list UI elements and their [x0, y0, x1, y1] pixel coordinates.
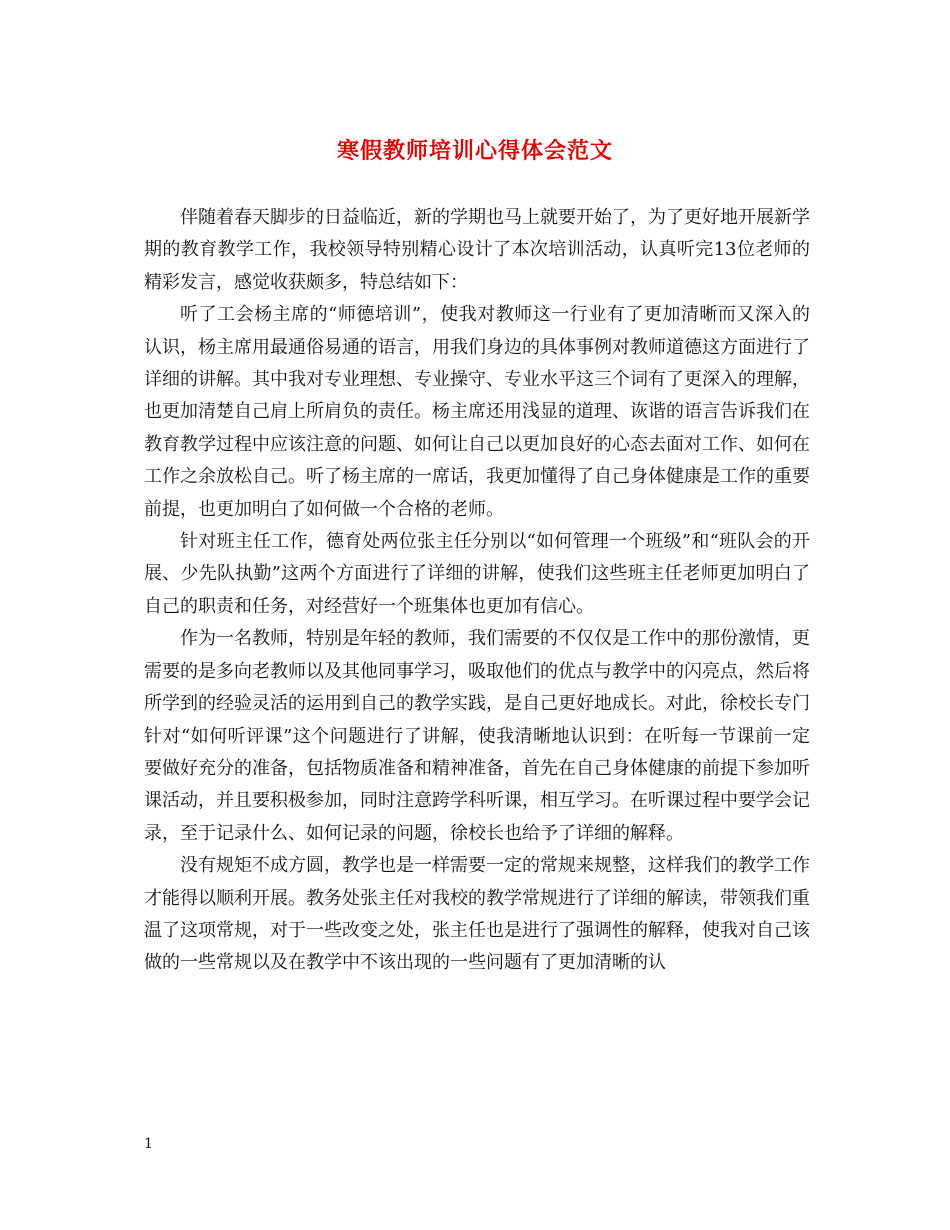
document-title: 寒假教师培训心得体会范文	[336, 138, 613, 164]
document-body	[144, 202, 810, 980]
paragraph: 作为一名教师，特别是年轻的教师，我们需要的不仅仅是工作中的那份激情，更需要的是多向老教师以及其他同事学习，吸取他们的优点与教学中的闪亮点，然后将所学到的经验灵活的运用到自己的教学实践，是自己更好地成长。对此，徐校长专门针对“如何听评课”这个问题进行了讲解，使我清晰地认识到：在听每一节课前一定要做好充分的准备，包括物质准备和精神准备，首先在自己身体健康的前提下参加听课活动，并且要积极参加，同时注意跨学科听课，相互学习。在听课过程中要学会记录，至于记录什么、如何记录的问题，徐校长也给予了详细的解释。	[144, 628, 810, 844]
paragraph: 没有规矩不成方圆，教学也是一样需要一定的常规来规整，这样我们的教学工作才能得以顺利开展。教务处张主任对我校的教学常规进行了详细的解读，带领我们重温了这项常规，对于一些改变之处，张主任也是进行了强调性的解释，使我对自己该做的一些常规以及在教学中不该出现的一些问题有了更加清晰的认	[144, 855, 810, 974]
paragraph: 听了工会杨主席的“师德培训”，使我对教师这一行业有了更加清晰而又深入的认识，杨主席用最通俗易通的语言，用我们身边的具体事例对教师道德这方面进行了详细的讲解。其中我对专业理想、专业操守、专业水平这三个词有了更深入的理解，也更加清楚自己肩上所肩负的责任。杨主席还用浅显的道理、诙谐的语言告诉我们在教育教学过程中应该注意的问题、如何让自己以更加良好的心态去面对工作、如何在工作之余放松自己。听了杨主席的一席话，我更加懂得了自己身体健康是工作的重要前提，也更加明白了如何做一个合格的老师。	[144, 304, 810, 520]
paragraph: 伴随着春天脚步的日益临近，新的学期也马上就要开始了，为了更好地开展新学期的教育教学工作，我校领导特别精心设计了本次培训活动，认真听完13位老师的精彩发言，感觉收获颇多，特总结如下：	[144, 207, 810, 293]
page-number: 1	[144, 1136, 153, 1152]
paragraph: 针对班主任工作，德育处两位张主任分别以“如何管理一个班级”和“班队会的开展、少先队执勤”这两个方面进行了详细的讲解，使我们这些班主任老师更加明白了自己的职责和任务，对经营好一个班集体也更加有信心。	[144, 531, 810, 617]
